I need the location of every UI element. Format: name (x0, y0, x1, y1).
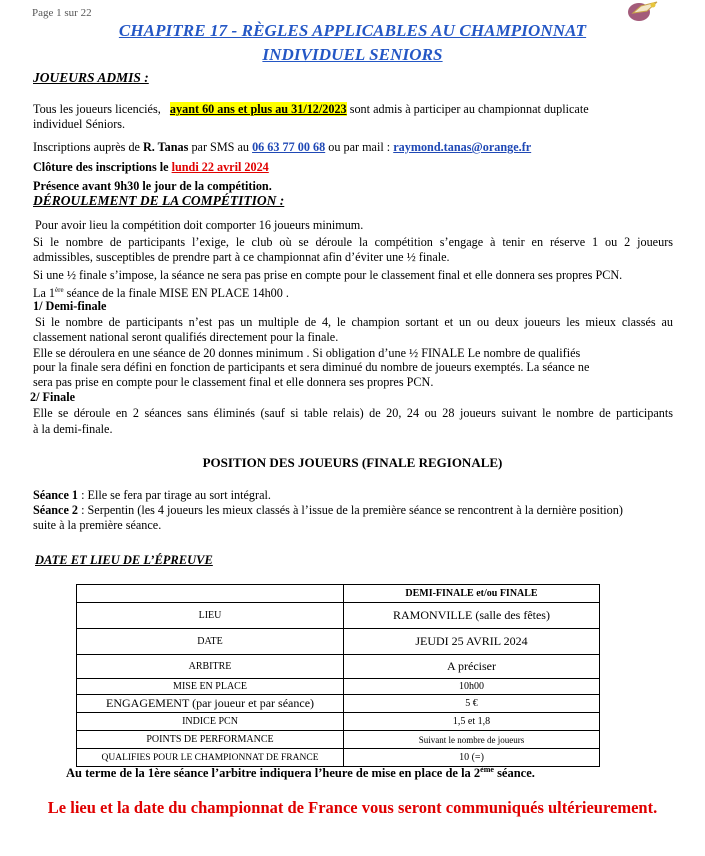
table-row (77, 713, 600, 731)
deroulement-line-3: admissibles, susceptibles de prendre part à ce championnat afin d’éviter une ½ finale. (33, 250, 450, 264)
table-row (77, 749, 600, 767)
cloture-date: lundi 22 avril 2024 (171, 160, 269, 174)
chapter-title-line1: CHAPITRE 17 - RÈGLES APPLICABLES AU CHAMPIONNAT (118, 21, 587, 40)
arbitre-note-a: Au terme de la 1ère séance l’arbitre indiquera l’heure de mise en place de la 2 (66, 766, 481, 781)
section-heading-deroulement: DÉROULEMENT DE LA COMPÉTITION : (33, 193, 285, 208)
table-row (77, 603, 600, 629)
page-indicator: Page 1 sur 22 (32, 7, 92, 19)
date-lieu-heading: DATE ET LIEU DE L’ÉPREUVE (35, 553, 213, 567)
email-link[interactable]: raymond.tanas@orange.fr (393, 140, 532, 154)
row-value-lieu: RAMONVILLE (salle des fêtes) (344, 603, 600, 629)
row-value-arbitre: A préciser (344, 655, 600, 679)
finale-line-1: Elle se déroule en 2 séances sans éliminés (sauf si table relais) de 20, 24 ou 28 joueurs suivant le nombre de participants (33, 406, 673, 420)
seance-1-line (33, 488, 271, 503)
deroulement-line-2: Si le nombre de participants l’exige, le club où se déroule la compétition s’engage à tenir en réserve 1 ou 2 joueurs (33, 235, 673, 249)
deroulement-line-4: Si une ½ finale s’impose, la séance ne sera pas prise en compte pour le classement final et elle donnera ses propres PCN. (33, 268, 623, 282)
phone-link[interactable]: 06 63 77 00 68 (252, 140, 326, 154)
arbitre-note-b: séance. (497, 766, 535, 781)
row-value-engagement: 5 € (344, 695, 600, 713)
table-header-cell: DEMI-FINALE et/ou FINALE (344, 585, 600, 603)
row-value-indice-pcn: 1,5 et 1,8 (344, 713, 600, 731)
row-label-engagement: ENGAGEMENT (par joueur et par séance) (77, 695, 344, 713)
admission-text-c: individuel Séniors. (33, 117, 126, 131)
admission-paragraph (33, 102, 673, 117)
row-value-points-performance: Suivant le nombre de joueurs (344, 731, 600, 749)
seance-2-line (33, 503, 623, 518)
presence-line: Présence avant 9h30 le jour de la compétition. (33, 179, 272, 193)
organizer-name: R. Tanas (143, 140, 189, 154)
table-row (77, 655, 600, 679)
arbitre-note-sup: ème (480, 765, 494, 774)
demi-line-1: Si le nombre de participants n’est pas un multiple de 4, le champion sortant et un ou deux joueurs les mieux classés au (35, 315, 673, 329)
demi-line-5: sera pas prise en compte pour le classement final et elle donnera ses propres PCN. (33, 375, 434, 389)
position-heading: POSITION DES JOUEURS (FINALE REGIONALE) (202, 455, 503, 470)
cloture-line (33, 160, 269, 175)
inscription-text-b: par SMS au (191, 140, 250, 154)
inscription-line (33, 140, 531, 155)
demi-finale-heading: 1/ Demi-finale (33, 299, 107, 313)
demi-line-3: Elle se déroulera en une séance de 20 donnes minimum . Si obligation d’une ½ FINALE Le nombre de qualifiés (33, 346, 581, 360)
row-label-points-performance: POINTS DE PERFORMANCE (77, 731, 344, 749)
arbitre-note (66, 765, 535, 781)
deroulement-line-5-b: séance de la finale MISE EN PLACE 14h00 . (66, 286, 289, 301)
row-value-mise-en-place: 10h00 (344, 679, 600, 695)
table-row (77, 695, 600, 713)
event-info-table (76, 584, 600, 767)
row-label-mise-en-place: MISE EN PLACE (77, 679, 344, 695)
admission-text-b: sont admis à participer au championnat duplicate (349, 102, 589, 116)
section-heading-joueurs: JOUEURS ADMIS : (33, 70, 149, 85)
row-label-indice-pcn: INDICE PCN (77, 713, 344, 731)
finale-heading: 2/ Finale (30, 390, 76, 404)
seance-2-text-2: suite à la première séance. (33, 518, 162, 532)
final-notice: Le lieu et la date du championnat de France vous seront communiqués ultérieurement. (47, 798, 658, 817)
table-header-empty (77, 585, 344, 603)
table-row (77, 629, 600, 655)
row-label-qualifies: QUALIFIES POUR LE CHAMPIONNAT DE FRANCE (77, 749, 344, 767)
chapter-title-line2: INDIVIDUEL SENIORS (262, 45, 443, 64)
age-requirement-highlight: ayant 60 ans et plus au 31/12/2023 (169, 102, 347, 116)
seance-2-label: Séance 2 (33, 503, 79, 517)
deroulement-line-5-sup: ère (55, 286, 64, 294)
row-label-lieu: LIEU (77, 603, 344, 629)
demi-line-2: classement national seront qualifiés directement pour la finale. (33, 330, 339, 344)
table-row (77, 731, 600, 749)
demi-line-4: pour la finale sera défini en fonction de participants et sera diminué du nombre de joueurs exemptés. La séance ne (33, 360, 590, 374)
inscription-text-c: ou par mail : (328, 140, 391, 154)
deroulement-line-1: Pour avoir lieu la compétition doit comporter 16 joueurs minimum. (35, 218, 364, 232)
seance-1-text: : Elle se fera par tirage au sort intégral. (81, 488, 271, 502)
cloture-text: Clôture des inscriptions le (33, 160, 169, 174)
seance-1-label: Séance 1 (33, 488, 79, 502)
seance-2-text: : Serpentin (les 4 joueurs les mieux classés à l’issue de la première séance se rencontrent à la dernière position) (81, 503, 623, 517)
row-value-date: JEUDI 25 AVRIL 2024 (344, 629, 600, 655)
row-label-date: DATE (77, 629, 344, 655)
bridge-logo-icon (627, 0, 661, 22)
table-row (77, 679, 600, 695)
table-header-row (77, 585, 600, 603)
inscription-text-a: Inscriptions auprès de (33, 140, 140, 154)
finale-line-2: à la demi-finale. (33, 422, 113, 436)
row-label-arbitre: ARBITRE (77, 655, 344, 679)
row-value-qualifies: 10 (=) (344, 749, 600, 767)
admission-text-a: Tous les joueurs licenciés, (33, 102, 161, 116)
deroulement-line-5-a: La 1 (33, 286, 55, 301)
